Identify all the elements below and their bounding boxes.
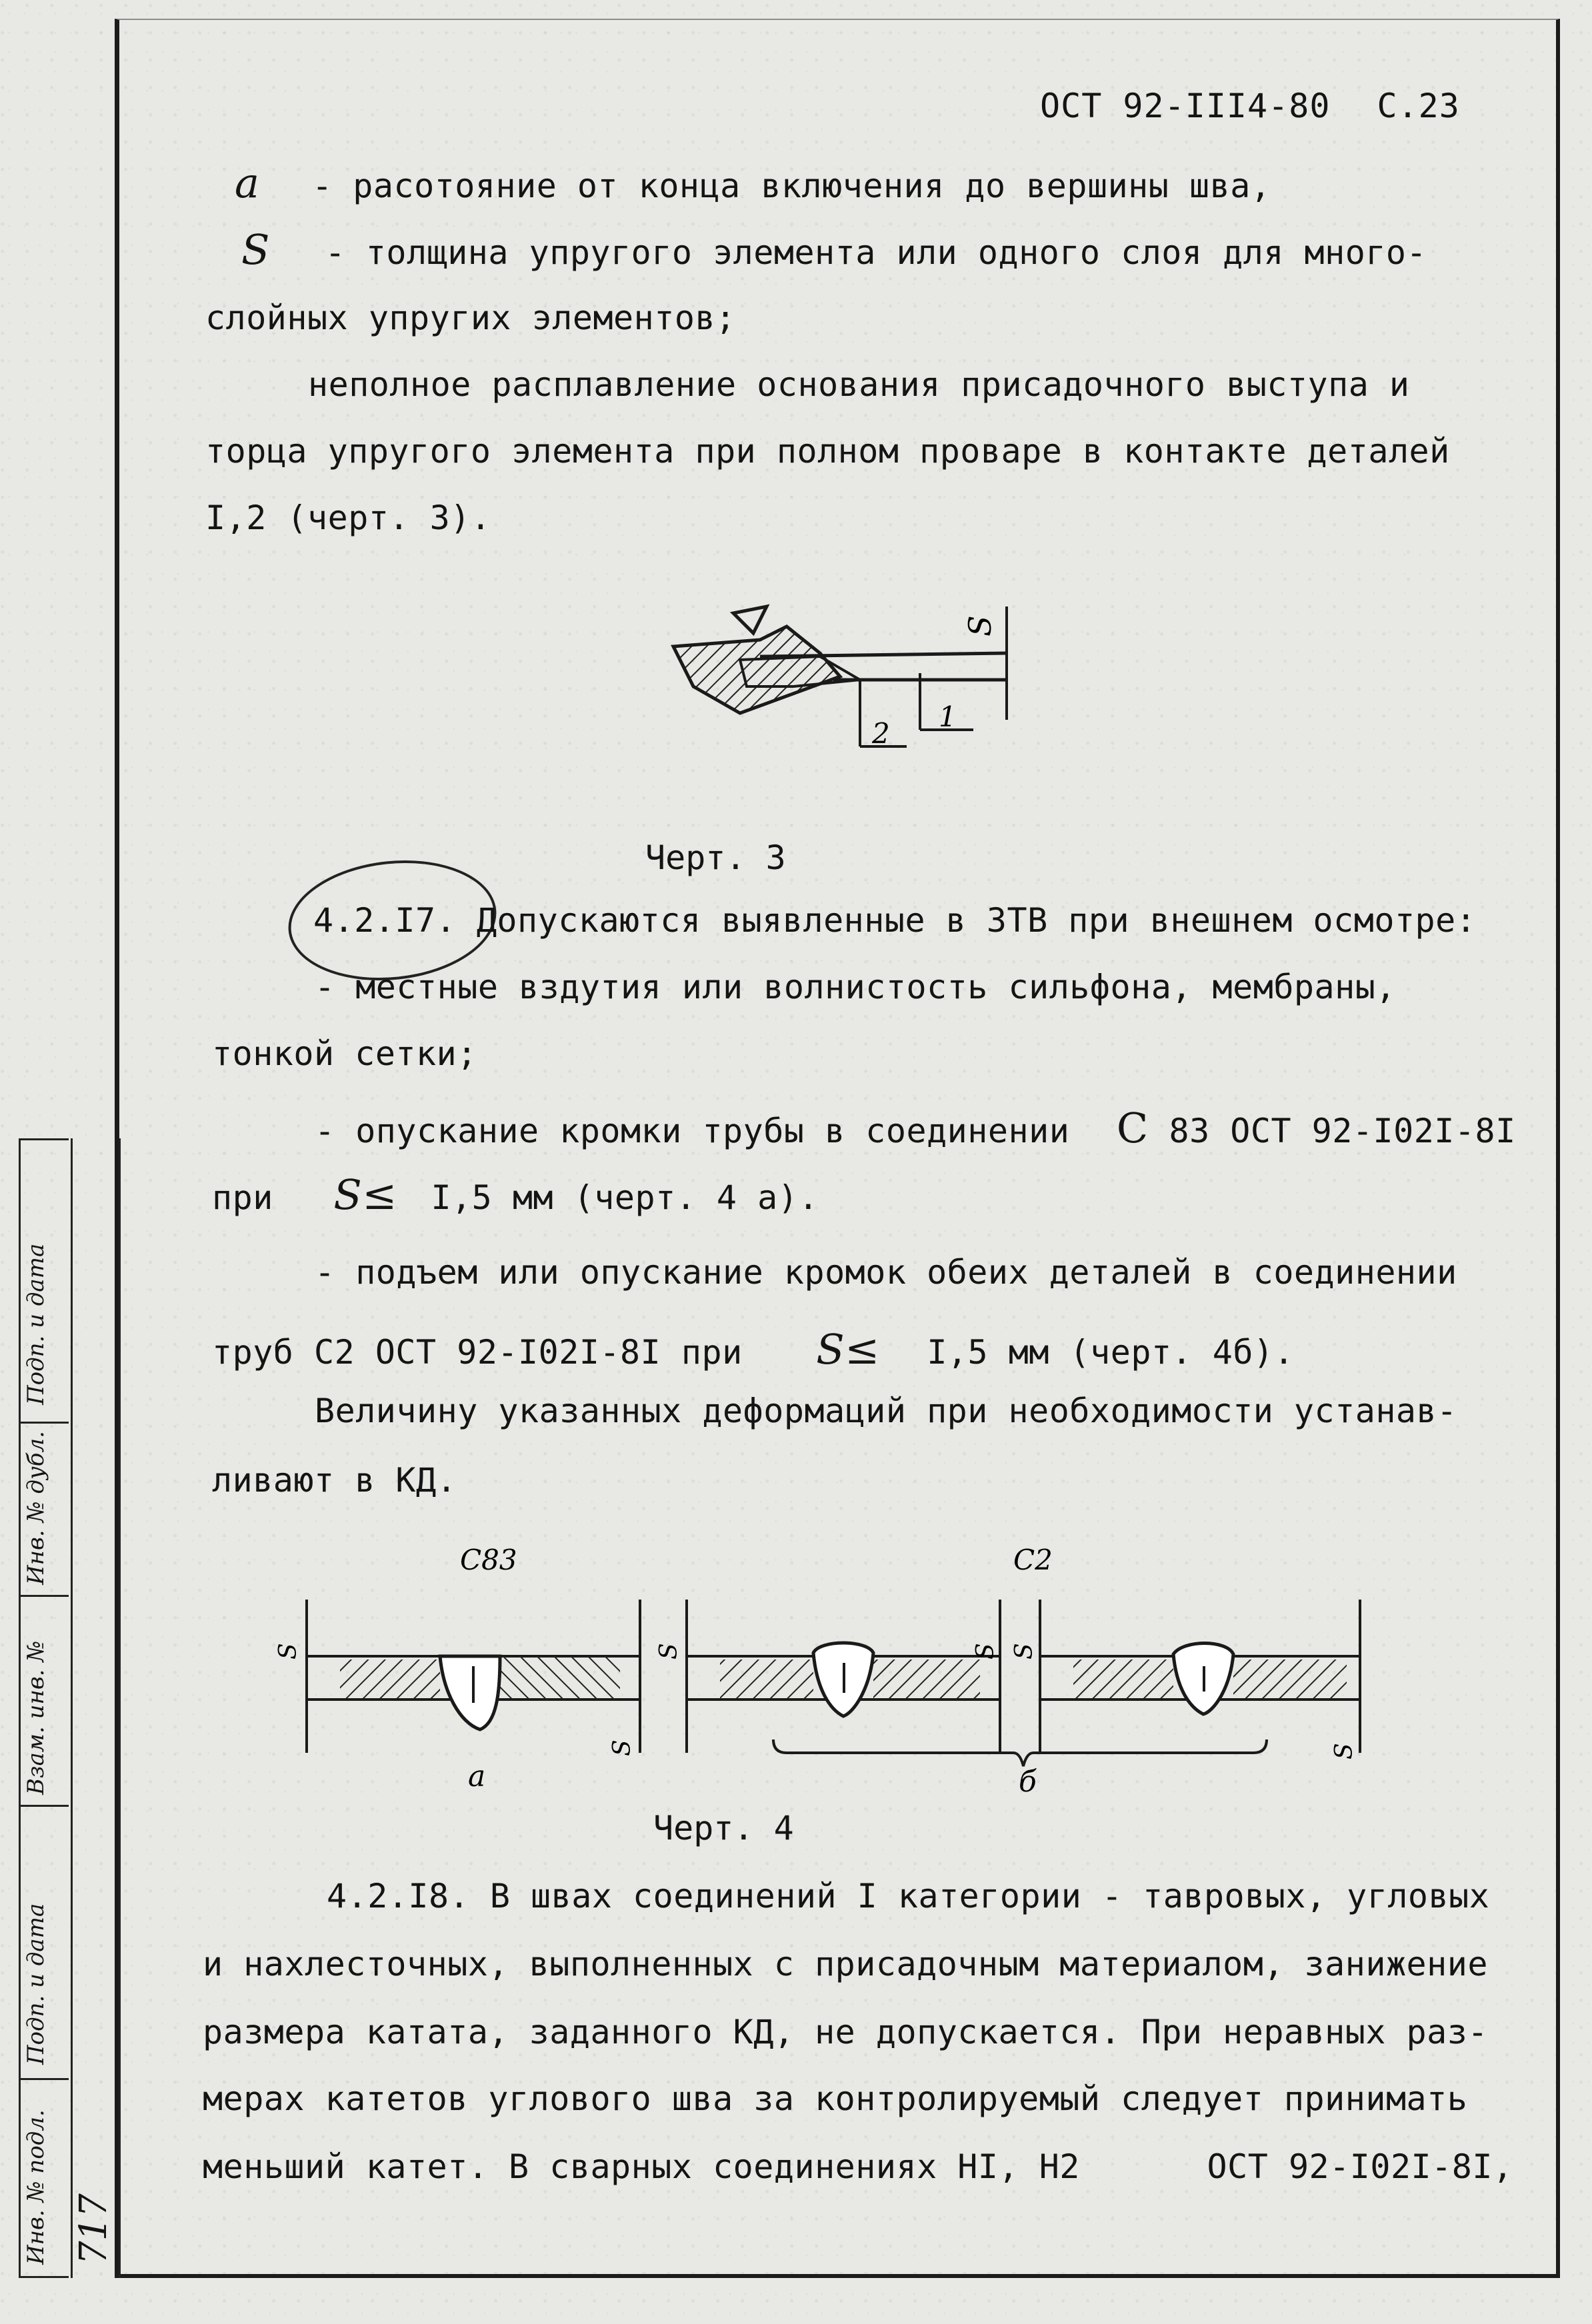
fig4-label-s: S: [275, 1643, 302, 1660]
fig4-label-b: б: [1019, 1765, 1037, 1799]
text-line: Величину указанных деформаций при необходимости устанав-: [315, 1392, 1457, 1430]
item2-symbol: С: [1116, 1104, 1149, 1152]
legend-row-a: [235, 159, 1271, 207]
item3-value: I,5 мм (черт. 4б).: [927, 1333, 1295, 1372]
fig3-label-s: S: [962, 615, 998, 636]
section-4217-intro: [313, 901, 1476, 940]
text-line: 4.2.I8. В швах соединений I категории - тавровых, угловых: [327, 1877, 1490, 1915]
text-line: и нахлесточных, выполненных с присадочным материалом, занижение: [203, 1945, 1488, 1983]
symbol-s: S: [241, 225, 270, 274]
figure-3-drawing: [660, 586, 1033, 780]
text-line: I,2 (черт. 3).: [205, 499, 491, 537]
text-line: тонкой сетки;: [212, 1034, 477, 1073]
text-line: мерах катетов углового шва за контролируемый следует принимать: [203, 2079, 1468, 2118]
text-line-item3-cont: [212, 1325, 1294, 1374]
fig3-label-2: 2: [872, 717, 890, 750]
item2-standard: 83 ОСТ 92-I02I-8I: [1169, 1112, 1516, 1150]
text-line: торца упругого элемента при полном проваре в контакте деталей: [205, 432, 1450, 471]
fig3-label-1: 1: [939, 700, 957, 733]
fig4-label-s: S: [609, 1740, 636, 1756]
text-line: - подъем или опускание кромок обеих деталей в соединении: [315, 1253, 1457, 1292]
stamp-label-orig-inv: Инв. № подл.: [23, 2109, 49, 2265]
last-line-standard: ОСТ 92-I02I-8I,: [1207, 2147, 1513, 2186]
symbol-a: а: [235, 159, 260, 207]
text-line: ливают в КД.: [212, 1461, 457, 1500]
text-line: - местные вздутия или волнистость сильфона, мембраны,: [315, 968, 1396, 1006]
legend-row-s: [241, 225, 1427, 274]
stamp-column: [69, 1138, 121, 2278]
figure-3-caption: Черт. 3: [645, 838, 786, 877]
stamp-inventory-number: 717: [72, 2193, 115, 2265]
section-number: 4.2.I7.: [313, 901, 457, 940]
legend-text-a: - расотояние от конца включения до вершины шва,: [312, 167, 1271, 205]
text-line: неполное расплавление основания присадочного выступа и: [308, 365, 1410, 404]
stamp-divider: [19, 1595, 69, 1597]
stamp-divider: [19, 2078, 69, 2080]
fig4-label-s: S: [655, 1643, 683, 1660]
text-line-last: [203, 2147, 1513, 2186]
fig4-label-s: S: [1011, 1643, 1038, 1660]
item3-s-symbol: S≤: [816, 1325, 880, 1374]
item3-text: труб С2 ОСТ 92-I02I-8I при: [212, 1333, 743, 1372]
fig4-label-s: S: [972, 1643, 999, 1660]
margin-stamp: [19, 1138, 119, 2278]
stamp-label-replace-inv: Взам. инв. №: [23, 1640, 49, 1795]
standard-code: ОСТ 92-III4-80: [1040, 87, 1331, 125]
item2-text: - опускание кромки трубы в соединении: [315, 1112, 1070, 1150]
item2-pri: при: [212, 1178, 273, 1217]
stamp-label-sign-date: Подп. и дата: [23, 1243, 49, 1405]
text-line: слойных упругих элементов;: [205, 299, 736, 337]
figure-4-drawing: [267, 1540, 1387, 1806]
text-line-item2-cont: [212, 1170, 819, 1219]
stamp-divider: [19, 1805, 69, 1807]
page-header: [1040, 87, 1460, 125]
fig4-label-c83: С83: [460, 1544, 517, 1576]
stamp-divider: [19, 1422, 69, 1424]
figure-4-caption: Черт. 4: [653, 1809, 794, 1847]
section-intro-text: Допускаются выявленные в ЗТВ при внешнем осмотре:: [476, 901, 1477, 940]
stamp-label-sign-date: Подп. и дата: [23, 1903, 49, 2065]
item2-value: I,5 мм (черт. 4 а).: [431, 1178, 819, 1217]
stamp-divider: [19, 2276, 69, 2278]
fig4-label-s: S: [1331, 1743, 1358, 1759]
last-line-text: меньший катет. В сварных соединениях НI, Н2: [203, 2147, 1080, 2186]
item2-s-symbol: S≤: [333, 1170, 397, 1219]
text-line: размера катата, заданного КД, не допускается. При неравных раз-: [203, 2013, 1488, 2051]
legend-text-s: - толщина упругого элемента или одного слоя для много-: [325, 233, 1427, 272]
fig4-label-a: а: [468, 1759, 486, 1793]
stamp-divider: [19, 1138, 69, 1140]
stamp-label-dup-inv: Инв. № дубл.: [23, 1431, 49, 1585]
text-line-item2: [315, 1104, 1516, 1152]
page-number: С.23: [1377, 87, 1460, 125]
fig4-label-c2: С2: [1013, 1544, 1053, 1576]
